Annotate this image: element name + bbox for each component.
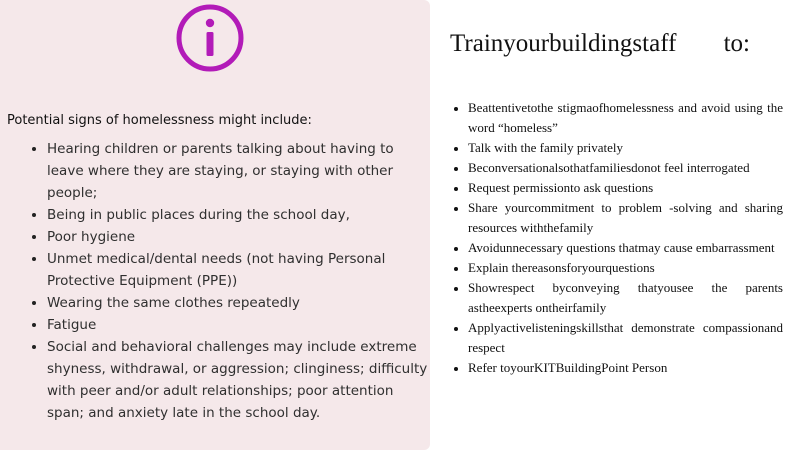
list-item: • Unmet medical/dental needs (not having Personal Protective Equipment (PPE))	[47, 248, 430, 292]
list-item: • Being in public places during the school day,	[47, 204, 430, 226]
list-item: • Social and behavioral challenges may include extreme shyness, withdrawal, or aggression; clinginess; difficulty with peer and/or adult relationships; poor attention span; and anxiety late in the school day.	[47, 336, 430, 424]
signs-list	[0, 138, 430, 424]
staff-training-list	[448, 98, 783, 378]
staff-training-title	[450, 30, 750, 58]
title-main: Trainyourbuildingstaff	[450, 30, 677, 57]
list-item: • Hearing children or parents talking about having to leave where they are staying, or staying with other people;	[47, 138, 430, 204]
signs-heading: Potential signs of homelessness might include:	[7, 113, 312, 128]
list-item: • Share yourcommitment to problem -solving and sharing resources withthefamily	[468, 198, 783, 238]
list-item: • Applyactivelisteningskillsthat demonstrate compassionand respect	[468, 318, 783, 358]
list-item: • Wearing the same clothes repeatedly	[47, 292, 430, 314]
info-circle-icon	[175, 3, 245, 73]
list-item: • Refer toyourKITBuildingPoint Person	[468, 358, 783, 378]
list-item: • Avoidunnecessary questions thatmay cause embarrassment	[468, 238, 783, 258]
list-item: • Request permissionto ask questions	[468, 178, 783, 198]
list-item: • Poor hygiene	[47, 226, 430, 248]
title-to: to:	[723, 30, 750, 57]
list-item: • Beconversationalsothatfamiliesdonot feel interrogated	[468, 158, 783, 178]
list-item: • Talk with the family privately	[468, 138, 783, 158]
list-item: • Showrespect byconveying thatyousee the parents astheexperts ontheirfamily	[468, 278, 783, 318]
list-item: • Fatigue	[47, 314, 430, 336]
list-item: • Beattentivetothe stigmaofhomelessness and avoid using the word “homeless”	[468, 98, 783, 138]
list-item: • Explain thereasonsforyourquestions	[468, 258, 783, 278]
